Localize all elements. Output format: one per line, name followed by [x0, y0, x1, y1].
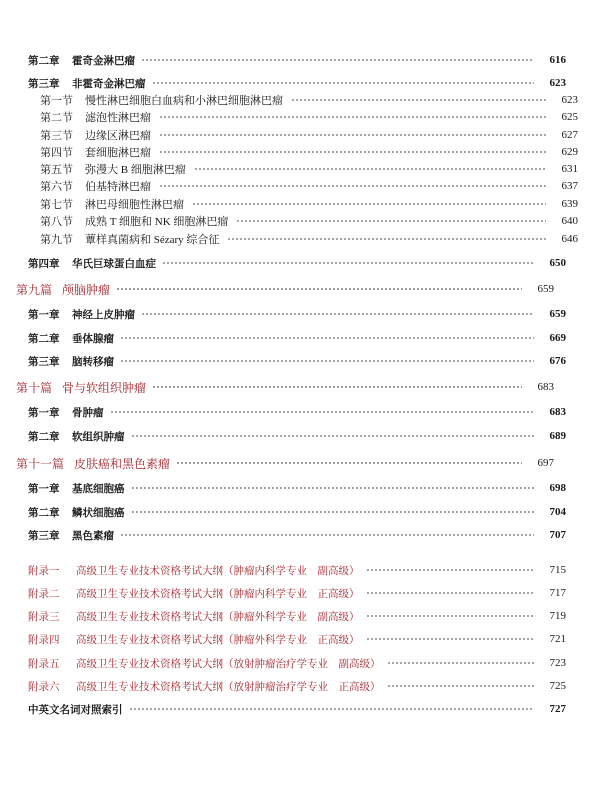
leader-dots — [120, 337, 534, 339]
leader-dots — [387, 662, 535, 664]
page-number: 650 — [549, 257, 566, 269]
leader-dots — [192, 203, 546, 205]
toc-appendix-entry[interactable] — [0, 631, 601, 647]
leader-dots — [131, 487, 535, 489]
page-number: 623 — [549, 77, 566, 89]
page-number: 640 — [561, 215, 578, 227]
page-number: 639 — [561, 198, 578, 210]
entry-label: 第三节 — [40, 130, 73, 142]
toc-appendix-entry[interactable] — [0, 655, 601, 671]
page-number: 625 — [561, 111, 578, 123]
leader-dots — [159, 185, 546, 187]
toc-section-entry[interactable] — [0, 231, 613, 247]
leader-dots — [120, 360, 534, 362]
page-number: 623 — [561, 94, 578, 106]
page-number: 683 — [537, 381, 554, 393]
leader-dots — [141, 313, 534, 315]
entry-title: 黑色素瘤 — [72, 529, 114, 542]
entry-title: 骨肿瘤 — [72, 406, 104, 419]
page-number: 659 — [549, 308, 566, 320]
entry-label: 第三章 — [28, 77, 60, 90]
toc-part-entry[interactable] — [0, 280, 589, 298]
entry-title: 霍奇金淋巴瘤 — [72, 54, 135, 67]
toc-section-entry[interactable] — [0, 109, 613, 125]
entry-title: 华氏巨球蛋白血症 — [72, 257, 156, 270]
toc-appendix-entry[interactable] — [0, 608, 601, 624]
leader-dots — [366, 638, 535, 640]
toc-appendix-entry[interactable] — [0, 585, 601, 601]
toc-section-entry[interactable] — [0, 178, 613, 194]
leader-dots — [227, 238, 546, 240]
entry-label: 第七节 — [40, 199, 73, 211]
leader-dots — [131, 511, 535, 513]
toc-chapter-entry[interactable] — [0, 255, 601, 271]
entry-title: 垂体腺瘤 — [72, 332, 114, 345]
page-number: 676 — [549, 355, 566, 367]
entry-label: 第九篇 — [16, 282, 53, 297]
entry-label: 附录六 — [28, 680, 60, 693]
toc-section-entry[interactable] — [0, 144, 613, 160]
entry-label: 第九节 — [40, 234, 73, 246]
entry-title: 软组织肿瘤 — [72, 430, 125, 443]
leader-dots — [176, 462, 522, 464]
page-number: 627 — [561, 129, 578, 141]
leader-dots — [291, 99, 546, 101]
entry-label: 第五节 — [40, 164, 73, 176]
leader-dots — [129, 708, 535, 710]
page-number: 629 — [561, 146, 578, 158]
page-number: 689 — [549, 430, 566, 442]
entry-title: 伯基特淋巴瘤 — [85, 181, 151, 193]
entry-label: 附录一 — [28, 564, 60, 577]
page-number: 659 — [537, 283, 554, 295]
entry-label: 第三章 — [28, 529, 60, 542]
leader-dots — [152, 386, 522, 388]
toc-part-entry[interactable] — [0, 454, 589, 472]
entry-title: 慢性淋巴细胞白血病和小淋巴细胞淋巴瘤 — [85, 95, 283, 107]
page-number: 698 — [549, 482, 566, 494]
toc-chapter-entry[interactable] — [0, 52, 601, 68]
entry-title: 蕈样真菌病和 Sézary 综合征 — [85, 234, 220, 246]
leader-dots — [366, 615, 535, 617]
entry-title: 颅脑肿瘤 — [62, 282, 111, 297]
entry-title: 非霍奇金淋巴瘤 — [72, 77, 146, 90]
leader-dots — [236, 220, 546, 222]
entry-label: 第一章 — [28, 482, 60, 495]
entry-title: 高级卫生专业技术资格考试大纲（放射肿瘤治疗学专业 副高级） — [76, 657, 381, 670]
page-number: 727 — [549, 703, 566, 715]
entry-label: 附录三 — [28, 610, 60, 623]
toc-chapter-entry[interactable] — [0, 504, 601, 520]
leader-dots — [387, 685, 535, 687]
toc-section-entry[interactable] — [0, 196, 613, 212]
page-number: 683 — [549, 406, 566, 418]
leader-dots — [110, 411, 535, 413]
entry-label: 第十篇 — [16, 380, 53, 395]
entry-title: 高级卫生专业技术资格考试大纲（肿瘤外科学专业 副高级） — [76, 610, 360, 623]
entry-label: 第二章 — [28, 430, 60, 443]
leader-dots — [131, 435, 535, 437]
page-number: 631 — [561, 163, 578, 175]
toc-chapter-entry[interactable] — [0, 75, 601, 91]
page-number: 669 — [549, 332, 566, 344]
page-number: 715 — [549, 564, 566, 576]
entry-label: 第四章 — [28, 257, 60, 270]
page-number: 717 — [549, 587, 566, 599]
toc-section-entry[interactable] — [0, 213, 613, 229]
leader-dots — [159, 116, 546, 118]
leader-dots — [152, 82, 535, 84]
toc-appendix-entry[interactable] — [0, 562, 601, 578]
entry-title: 高级卫生专业技术资格考试大纲（肿瘤内科学专业 正高级） — [76, 587, 360, 600]
toc-chapter-entry[interactable] — [0, 330, 601, 346]
toc-chapter-entry[interactable] — [0, 353, 601, 369]
entry-label: 第二章 — [28, 506, 60, 519]
leader-dots — [162, 262, 534, 264]
leader-dots — [366, 569, 535, 571]
toc-section-entry[interactable] — [0, 161, 613, 177]
entry-label: 第六节 — [40, 181, 73, 193]
entry-title: 成熟 T 细胞和 NK 细胞淋巴瘤 — [85, 216, 229, 228]
entry-label: 第二章 — [28, 332, 60, 345]
entry-title: 鳞状细胞癌 — [72, 506, 125, 519]
toc-chapter-entry[interactable] — [0, 428, 601, 444]
leader-dots — [194, 168, 546, 170]
entry-title: 滤泡性淋巴瘤 — [85, 112, 151, 124]
toc-part-entry[interactable] — [0, 378, 589, 396]
entry-label: 附录五 — [28, 657, 60, 670]
page-number: 721 — [549, 633, 566, 645]
page-number: 637 — [561, 180, 578, 192]
entry-title: 套细胞淋巴瘤 — [85, 147, 151, 159]
toc-chapter-entry[interactable] — [0, 527, 601, 543]
leader-dots — [159, 151, 546, 153]
entry-title: 神经上皮肿瘤 — [72, 308, 135, 321]
entry-label: 第一章 — [28, 406, 60, 419]
entry-title: 皮肤癌和黑色素瘤 — [74, 456, 171, 471]
toc-section-entry[interactable] — [0, 92, 613, 108]
entry-title: 中英文名词对照索引 — [28, 703, 123, 716]
page-number: 704 — [549, 506, 566, 518]
entry-label: 第三章 — [28, 355, 60, 368]
leader-dots — [366, 592, 535, 594]
entry-label: 第四节 — [40, 147, 73, 159]
entry-title: 高级卫生专业技术资格考试大纲（肿瘤外科学专业 正高级） — [76, 633, 360, 646]
entry-label: 第二章 — [28, 54, 60, 67]
entry-label: 第八节 — [40, 216, 73, 228]
page-number: 616 — [549, 54, 566, 66]
entry-label: 附录二 — [28, 587, 60, 600]
leader-dots — [116, 288, 522, 290]
entry-label: 第一节 — [40, 95, 73, 107]
entry-title: 边缘区淋巴瘤 — [85, 130, 151, 142]
page-number: 697 — [537, 457, 554, 469]
toc-index-entry[interactable] — [0, 701, 601, 717]
entry-title: 淋巴母细胞性淋巴瘤 — [85, 199, 184, 211]
leader-dots — [159, 134, 546, 136]
leader-dots — [141, 59, 534, 61]
entry-title: 基底细胞癌 — [72, 482, 125, 495]
page-number: 646 — [561, 233, 578, 245]
page-number: 707 — [549, 529, 566, 541]
toc-chapter-entry[interactable] — [0, 404, 601, 420]
entry-title: 高级卫生专业技术资格考试大纲（肿瘤内科学专业 副高级） — [76, 564, 360, 577]
entry-title: 高级卫生专业技术资格考试大纲（放射肿瘤治疗学专业 正高级） — [76, 680, 381, 693]
toc-section-entry[interactable] — [0, 127, 613, 143]
entry-label: 附录四 — [28, 633, 60, 646]
entry-title: 弥漫大 B 细胞淋巴瘤 — [85, 164, 186, 176]
toc-appendix-entry[interactable] — [0, 678, 601, 694]
page-number: 725 — [549, 680, 566, 692]
entry-title: 脑转移瘤 — [72, 355, 114, 368]
toc-chapter-entry[interactable] — [0, 480, 601, 496]
entry-label: 第二节 — [40, 112, 73, 124]
entry-label: 第十一篇 — [16, 456, 65, 471]
leader-dots — [120, 534, 534, 536]
page-number: 723 — [549, 657, 566, 669]
entry-title: 骨与软组织肿瘤 — [62, 380, 147, 395]
entry-label: 第一章 — [28, 308, 60, 321]
page-number: 719 — [549, 610, 566, 622]
toc-chapter-entry[interactable] — [0, 306, 601, 322]
